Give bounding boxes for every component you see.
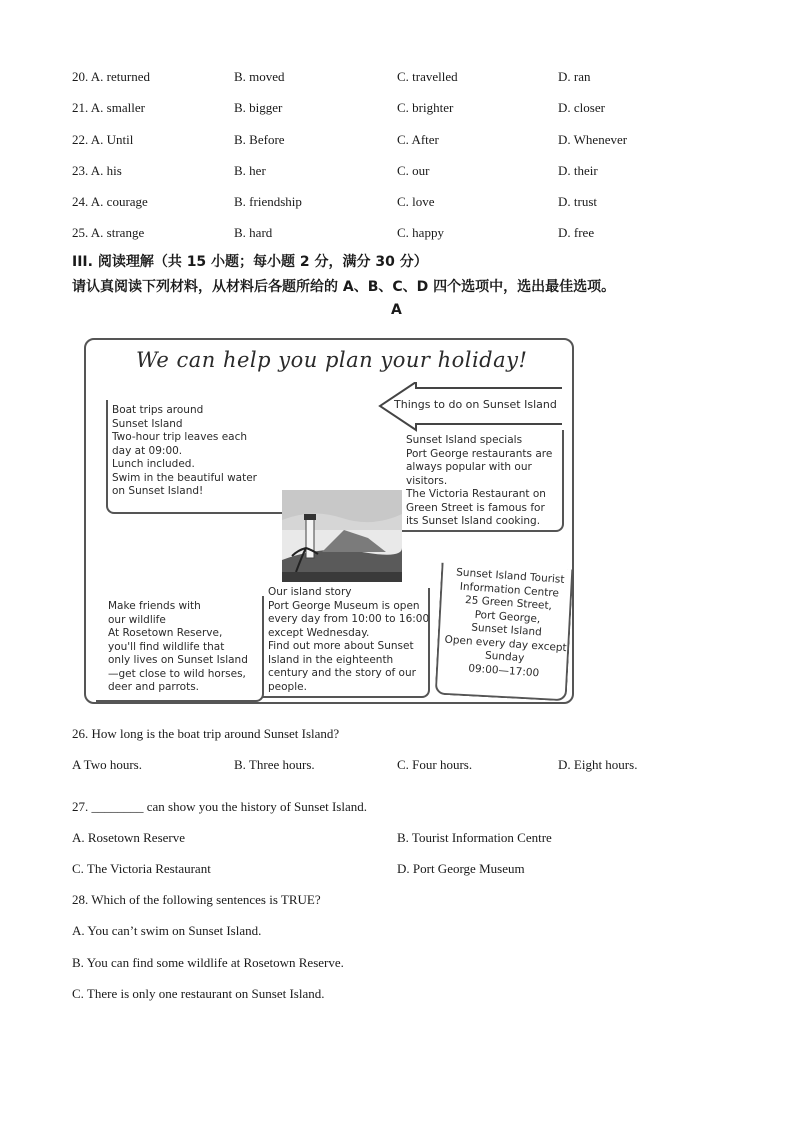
option-24-d: D. trust bbox=[558, 194, 597, 209]
things-to-do-label: Things to do on Sunset Island bbox=[394, 398, 557, 411]
question-27-option-a: A. Rosetown Reserve bbox=[72, 830, 186, 845]
question-27-option-b: B. Tourist Information Centre bbox=[397, 830, 552, 845]
question-26-option-d: D. Eight hours. bbox=[558, 757, 638, 772]
option-21-c: C. brighter bbox=[397, 100, 454, 115]
question-28-option-c: C. There is only one restaurant on Sunset Island. bbox=[72, 986, 325, 1001]
section-instruction: 请认真阅读下列材料，从材料后各题所给的 A、B、C、D 四个选项中，选出最佳选项。 bbox=[72, 279, 616, 295]
question-28-option-b: B. You can find some wildlife at Rosetown Reserve. bbox=[72, 955, 344, 970]
option-24-a: 24. A. courage bbox=[72, 194, 148, 209]
option-25-a: 25. A. strange bbox=[72, 225, 145, 240]
option-22-d: D. Whenever bbox=[558, 132, 628, 147]
question-27-option-d: D. Port George Museum bbox=[397, 861, 525, 876]
specials-text: Sunset Island specials Port George restaurants are always popular with our visitors. The Victoria Restaurant on Green Street is famous for its Sunset Island cooking. bbox=[406, 434, 553, 527]
option-20-c: C. travelled bbox=[397, 69, 458, 84]
option-23-b: B. her bbox=[234, 163, 266, 178]
question-28-stem: 28. Which of the following sentences is TRUE? bbox=[72, 892, 321, 907]
option-24-c: C. love bbox=[397, 194, 435, 209]
question-26-option-b: B. Three hours. bbox=[234, 757, 315, 772]
option-24-b: B. friendship bbox=[234, 194, 302, 209]
option-20-d: D. ran bbox=[558, 69, 591, 84]
question-28-option-a: A. You can’t swim on Sunset Island. bbox=[72, 923, 262, 938]
question-26-stem: 26. How long is the boat trip around Sunset Island? bbox=[72, 726, 340, 741]
option-22-a: 22. A. Until bbox=[72, 132, 134, 147]
option-20-b: B. moved bbox=[234, 69, 285, 84]
passage-label: A bbox=[391, 302, 402, 318]
option-23-c: C. our bbox=[397, 163, 430, 178]
option-21-b: B. bigger bbox=[234, 100, 283, 115]
question-27-option-c: C. The Victoria Restaurant bbox=[72, 861, 211, 876]
question-26-option-c: C. Four hours. bbox=[397, 757, 473, 772]
lighthouse-image bbox=[282, 490, 402, 582]
question-27-stem: 27. ________ can show you the history of Sunset Island. bbox=[72, 799, 368, 814]
poster-title: We can help you plan your holiday! bbox=[136, 348, 528, 372]
option-25-d: D. free bbox=[558, 225, 595, 240]
info-centre-text: Sunset Island Tourist Information Centre 25 Green Street, Port George, Sunset Island Open every day except Sunday 09:00—17:00 bbox=[444, 566, 568, 679]
section-title: III. 阅读理解（共 15 小题；每小题 2 分，满分 30 分） bbox=[72, 254, 428, 270]
option-23-a: 23. A. his bbox=[72, 163, 122, 178]
option-23-d: D. their bbox=[558, 163, 598, 178]
option-21-a: 21. A. smaller bbox=[72, 100, 145, 115]
option-22-c: C. After bbox=[397, 132, 439, 147]
option-22-b: B. Before bbox=[234, 132, 285, 147]
option-20-a: 20. A. returned bbox=[72, 69, 150, 84]
wildlife-text: Make friends with our wildlife At Rosetown Reserve, you'll find wildlife that only lives on Sunset Island —get close to wild horses, deer and parrots. bbox=[108, 600, 248, 693]
option-21-d: D. closer bbox=[558, 100, 605, 115]
holiday-poster bbox=[84, 338, 574, 704]
option-25-c: C. happy bbox=[397, 225, 444, 240]
option-25-b: B. hard bbox=[234, 225, 273, 240]
boat-trips-text: Boat trips around Sunset Island Two-hour trip leaves each day at 09:00. Lunch included. Swim in the beautiful water on Sunset Island! bbox=[112, 404, 257, 497]
island-story-text: Our island story Port George Museum is open every day from 10:00 to 16:00 except Wednesday. Find out more about Sunset Island in the eighteenth century and the story of our people. bbox=[268, 586, 430, 693]
question-26-option-a: A Two hours. bbox=[72, 757, 142, 772]
